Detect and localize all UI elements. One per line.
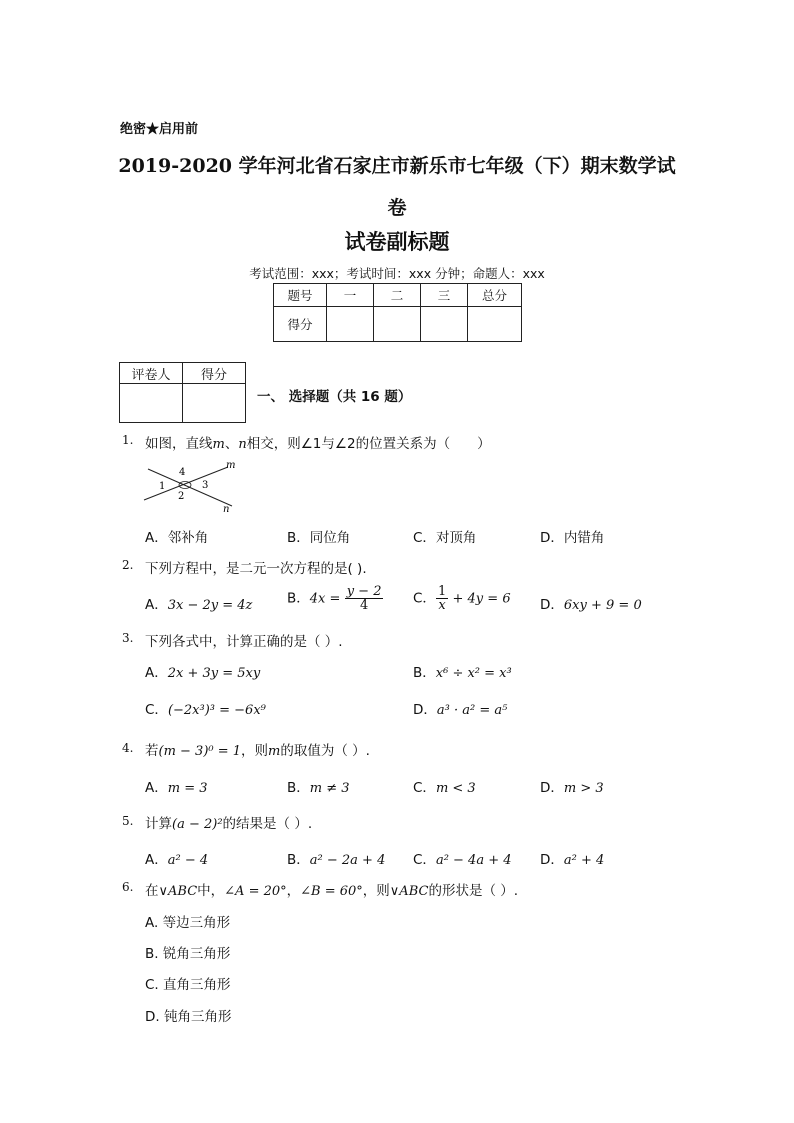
- option-c[interactable]: C．对顶角: [413, 530, 477, 546]
- option-b[interactable]: B．m ≠ 3: [287, 780, 350, 796]
- exam-title: [100, 145, 694, 229]
- question-number: 4.: [122, 741, 134, 755]
- score-cell[interactable]: [327, 307, 374, 342]
- question-1-text: 如图，直线m、n相交，则∠1与∠2的位置关系为（ ）: [145, 436, 491, 452]
- score-cell[interactable]: [468, 307, 522, 342]
- option-d[interactable]: D. 钝角三角形: [145, 1009, 232, 1025]
- option-c[interactable]: C． $\frac{1}{x}$ + 4y = 6: [413, 584, 511, 613]
- exam-title-line1: 2019-2020 学年河北省石家庄市新乐市七年级（下）期末数学试: [118, 155, 676, 177]
- var-m: m: [212, 437, 225, 452]
- question-3-text: 下列各式中，计算正确的是（ ）.: [145, 634, 343, 650]
- grader-header-cell: 评卷人: [120, 363, 183, 384]
- line-m: [144, 467, 228, 500]
- score-header-cell: 三: [421, 284, 468, 307]
- question-number: 3.: [122, 631, 134, 645]
- option-a[interactable]: A．邻补角: [145, 530, 209, 546]
- question-number: 6.: [122, 880, 134, 894]
- option-b[interactable]: B．a² − 2a + 4: [287, 852, 386, 868]
- option-a[interactable]: A．3x − 2y = 4z: [145, 597, 253, 613]
- option-c[interactable]: C．a² − 4a + 4: [413, 852, 512, 868]
- option-d[interactable]: D．6xy + 9 = 0: [540, 597, 642, 613]
- option-d[interactable]: D．a² + 4: [540, 852, 605, 868]
- question-2-text: 下列方程中，是二元一次方程的是( ).: [145, 561, 367, 577]
- intersecting-lines-figure: [140, 460, 240, 516]
- score-header-cell: 一: [327, 284, 374, 307]
- confidential-label: 绝密★启用前: [120, 122, 199, 137]
- section-title: 一、 选择题（共 16 题）: [257, 389, 412, 405]
- score-header-cell: 总分: [468, 284, 522, 307]
- question-6-text: 在∨ABC中，∠A = 20°，∠B = 60°，则∨ABC的形状是（ ）.: [145, 883, 519, 899]
- option-a[interactable]: A．m = 3: [145, 780, 208, 796]
- label-n: n: [223, 504, 230, 515]
- question-4-text: 若(m − 3)⁰ = 1，则m的取值为（ ）.: [145, 743, 370, 759]
- score-cell[interactable]: [421, 307, 468, 342]
- question-number: 1.: [122, 433, 134, 447]
- grader-header-cell: 得分: [183, 363, 246, 384]
- score-header-cell: 二: [374, 284, 421, 307]
- question-5-text: 计算(a − 2)²的结果是（ ）.: [145, 816, 313, 832]
- score-header-cell: 题号: [274, 284, 327, 307]
- option-b[interactable]: B．4x = $\frac{y - 2}{4}$: [287, 584, 382, 613]
- exam-subtitle: 试卷副标题: [344, 230, 450, 254]
- score-table: [273, 283, 522, 342]
- option-a[interactable]: A. 等边三角形: [145, 915, 231, 931]
- angle-label-4: 4: [179, 467, 186, 478]
- grader-cell[interactable]: [120, 384, 183, 423]
- exam-info: 考试范围：xxx；考试时间：xxx 分钟；命题人：xxx: [249, 266, 545, 281]
- option-d[interactable]: D．内错角: [540, 530, 605, 546]
- angle-label-2: 2: [178, 491, 185, 502]
- option-c[interactable]: C．(−2x³)³ = −6x⁹: [145, 702, 266, 718]
- option-c[interactable]: C．m < 3: [413, 780, 476, 796]
- score-row-label: 得分: [274, 307, 327, 342]
- option-b[interactable]: B. 锐角三角形: [145, 946, 231, 962]
- score-cell[interactable]: [374, 307, 421, 342]
- option-d[interactable]: D．m > 3: [540, 780, 604, 796]
- option-a[interactable]: A．2x + 3y = 5xy: [145, 665, 261, 681]
- option-b[interactable]: B．同位角: [287, 530, 351, 546]
- label-m: m: [226, 460, 236, 471]
- option-c[interactable]: C. 直角三角形: [145, 977, 231, 993]
- option-b[interactable]: B．x⁶ ÷ x² = x³: [413, 665, 512, 681]
- exam-title-line2: 卷: [387, 197, 407, 219]
- grader-table: [119, 362, 246, 423]
- angle-label-3: 3: [202, 480, 209, 491]
- option-a[interactable]: A．a² − 4: [145, 852, 209, 868]
- grader-cell[interactable]: [183, 384, 246, 423]
- option-d[interactable]: D．a³ · a² = a⁵: [413, 702, 508, 718]
- question-number: 5.: [122, 814, 134, 828]
- angle-label-1: 1: [159, 481, 166, 492]
- question-number: 2.: [122, 558, 134, 572]
- var-n: n: [238, 437, 247, 452]
